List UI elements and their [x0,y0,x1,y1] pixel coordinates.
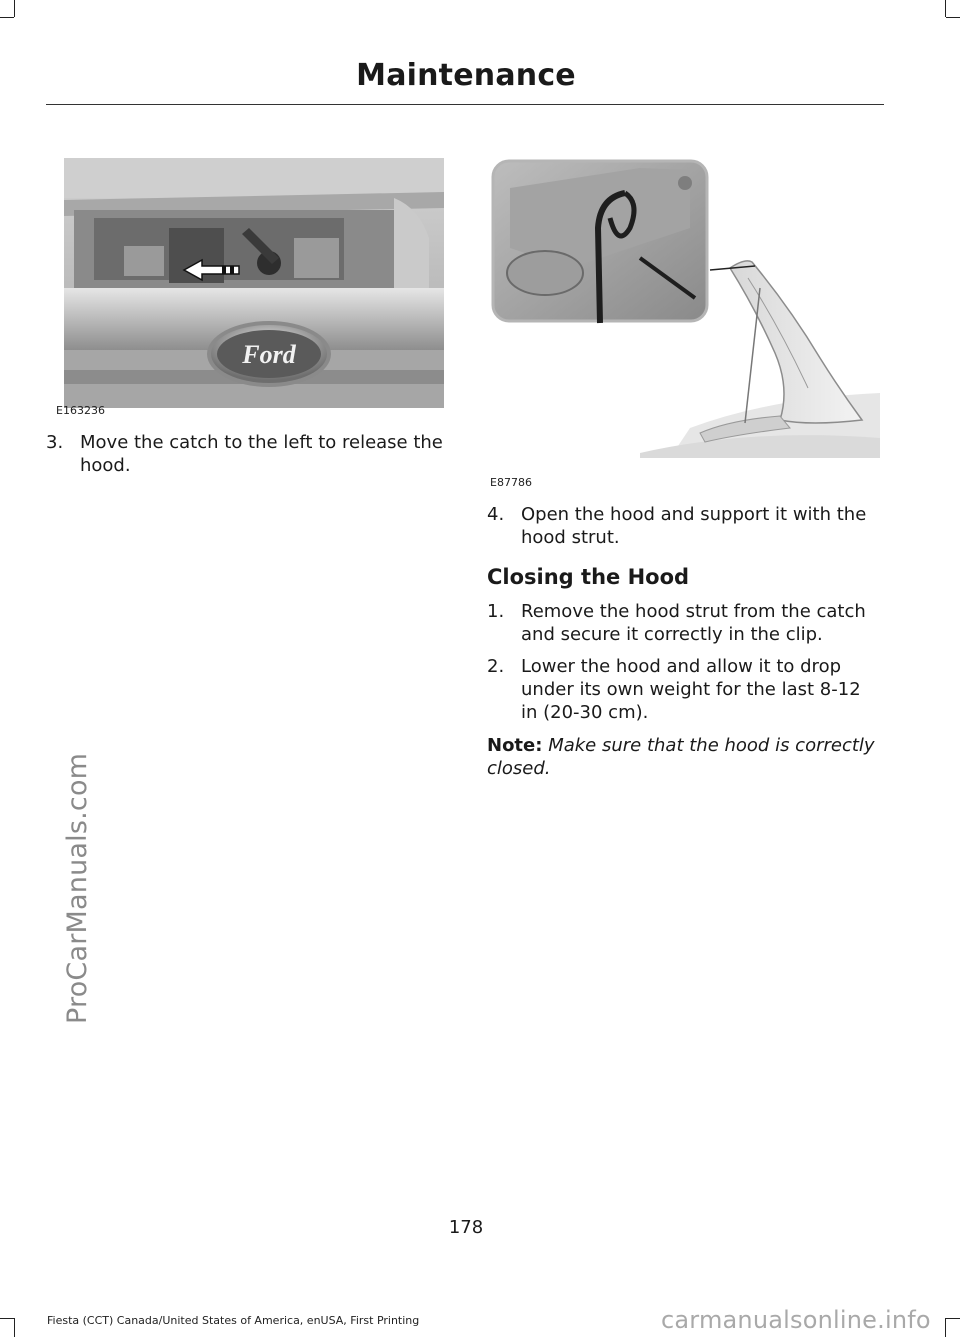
page-title: Maintenance [356,58,576,93]
step-number: 1. [487,601,505,622]
hood-release-catch-illustration [64,158,444,408]
crop-mark [945,0,946,17]
site-watermark: carmanualsonline.info [661,1306,931,1334]
step-number: 4. [487,504,505,525]
crop-mark [0,1318,14,1319]
left-column [46,431,446,477]
svg-text:Ford: Ford [242,340,296,369]
crop-mark [14,1318,15,1337]
step-text: Open the hood and support it with the hood strut. [521,504,867,548]
step-number: 2. [487,656,505,677]
footer-text: Fiesta (CCT) Canada/United States of America, enUSA, First Printing [47,1314,420,1327]
crop-mark [946,17,960,18]
crop-mark [945,1318,946,1337]
step-text: Lower the hood and allow it to drop under its own weight for the last 8-12 in (20-30 cm). [521,656,861,723]
header-rule [46,104,884,105]
crop-mark [0,17,14,18]
figure-code: E163236 [56,404,105,417]
hood-strut-illustration [490,158,880,458]
note-text: Make sure that the hood is correctly closed. [487,735,875,779]
closing-step-1 [487,600,882,646]
step-3 [46,431,446,477]
figure-hood-release [56,158,444,417]
note [487,734,882,780]
section-heading: Closing the Hood [487,565,690,589]
figure-code: E87786 [490,476,532,489]
note-label: Note: [487,735,543,756]
crop-mark [14,0,15,17]
step-text: Remove the hood strut from the catch and secure it correctly in the clip. [521,601,866,645]
closing-step-2 [487,655,882,724]
right-column [487,503,882,780]
step-number: 3. [46,432,64,453]
side-watermark: ProCarManuals.com [62,752,93,1024]
step-text: Move the catch to the left to release the hood. [80,432,443,476]
page-number: 178 [448,1217,484,1238]
figure-hood-strut [490,158,880,489]
crop-mark [946,1318,960,1319]
step-4 [487,503,882,549]
